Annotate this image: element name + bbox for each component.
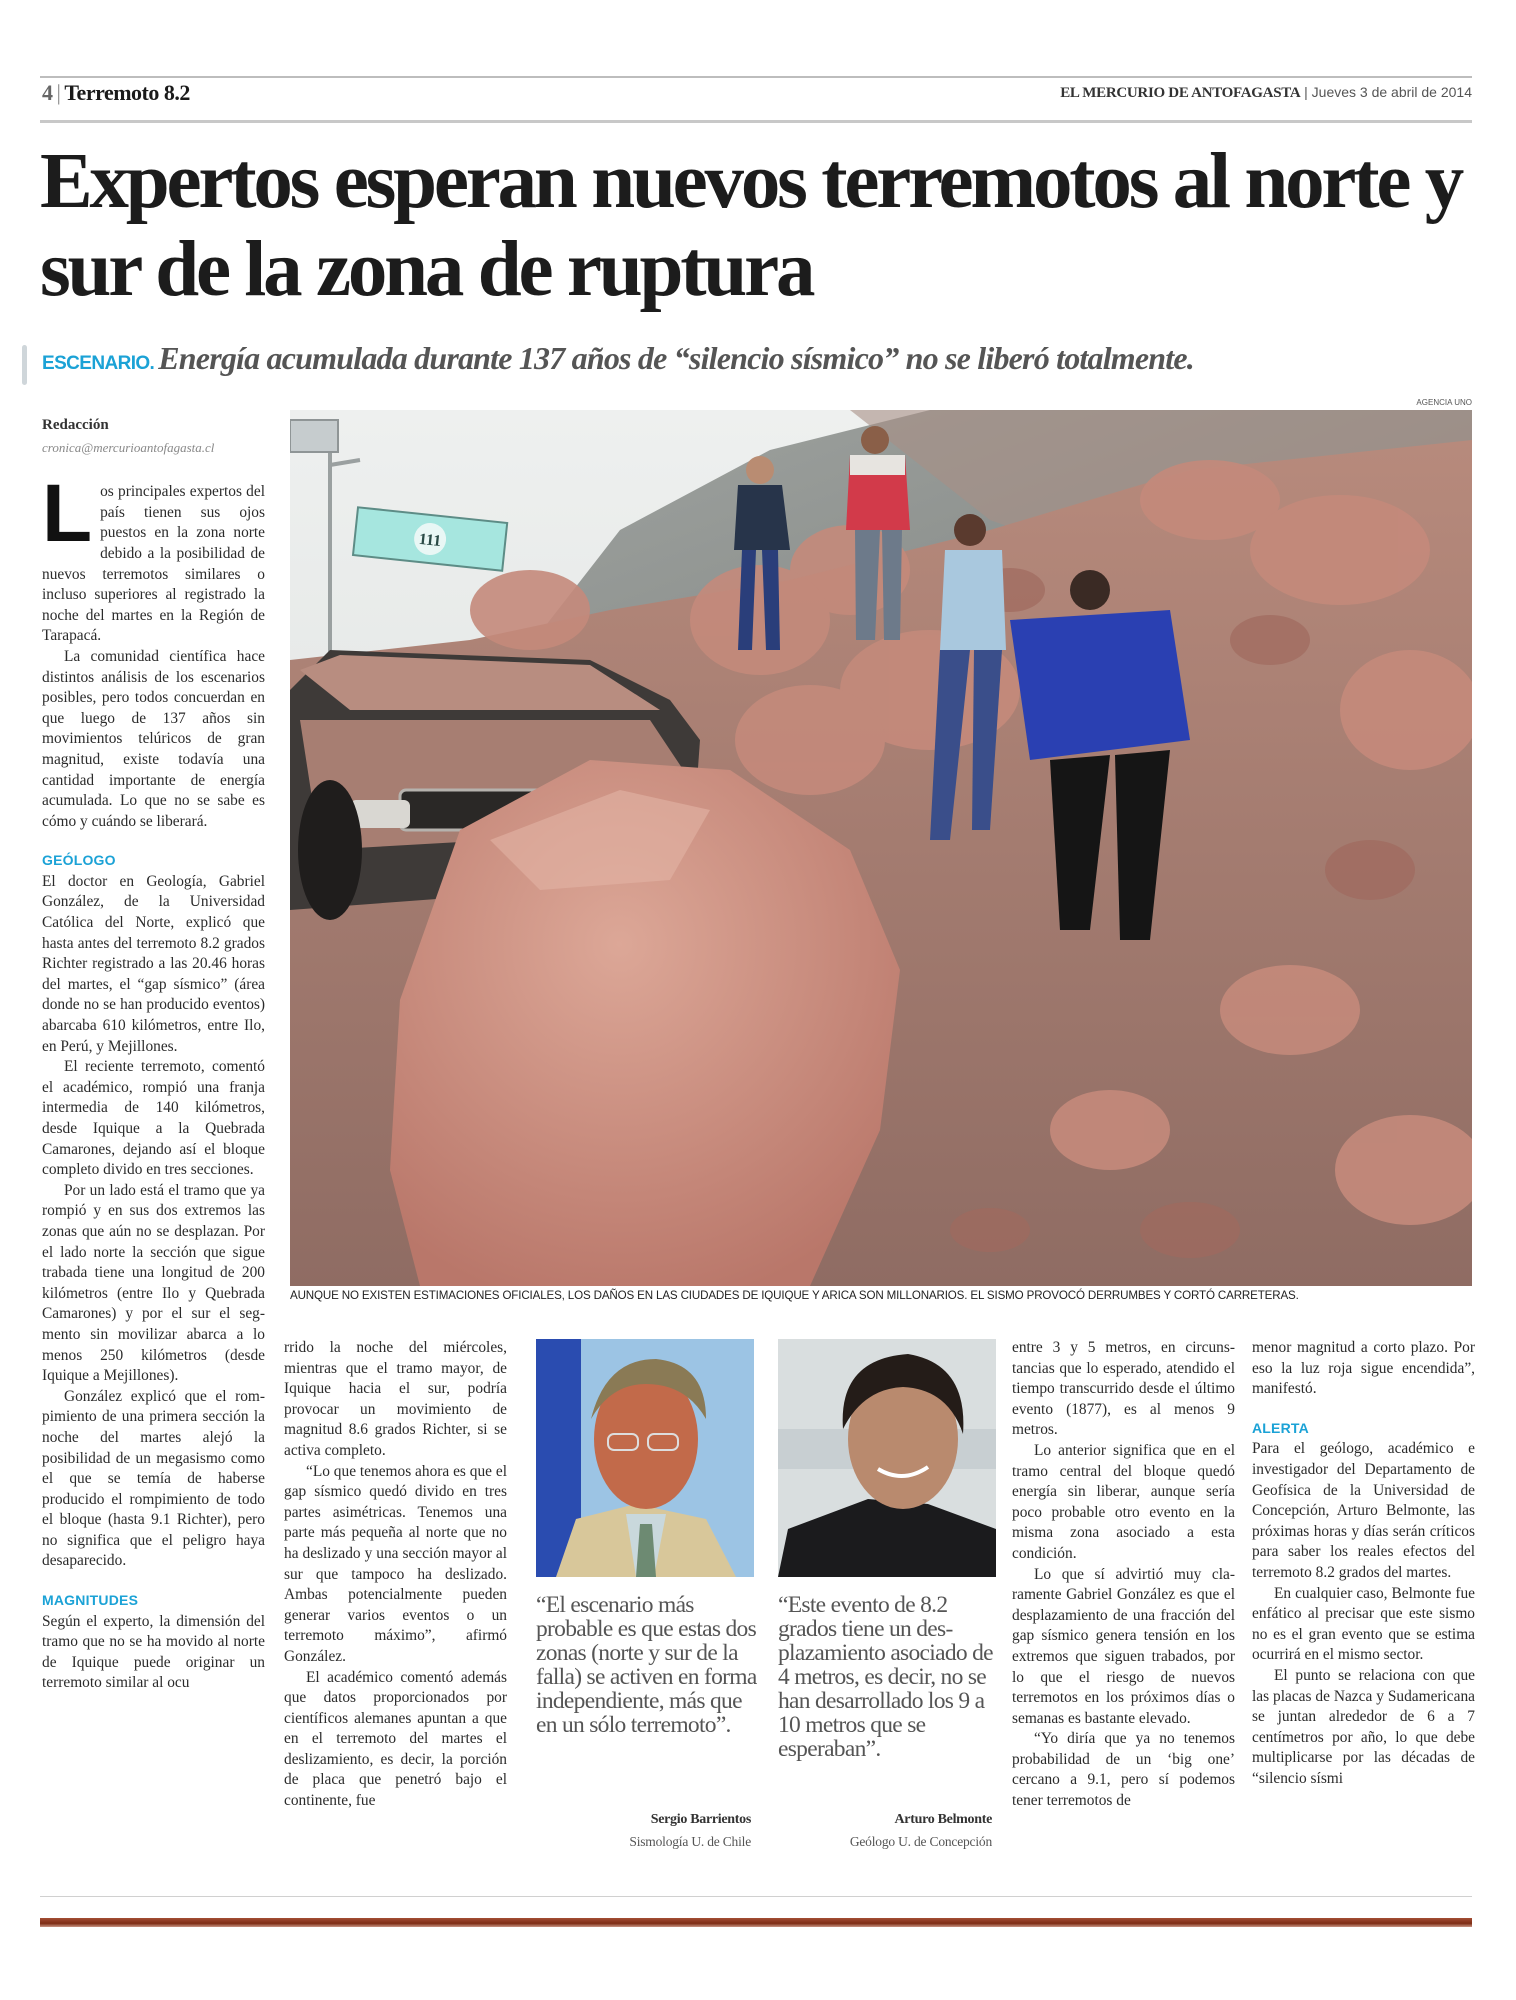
- article-column-1: [42, 415, 265, 1694]
- quote-2-name: Arturo Belmonte: [894, 1812, 992, 1827]
- byline-author: Redacción: [42, 417, 109, 433]
- paragraph: Lo que sí advirtió muy claramente Gabriel González es que el desplazamiento de una fracción del gap sísmico genera tensión en los extremos que siguen trabados, por lo que el riesgo de nuevos terremotos en los próximos días o semanas es bastante elevado.: [1012, 1565, 1235, 1727]
- dropcap: L: [42, 468, 93, 560]
- landslide-scene-illustration: [290, 410, 1472, 1286]
- taxi-sign-number: 111: [418, 530, 442, 551]
- newspaper-name: EL MERCURIO DE ANTOFAGASTA: [1060, 85, 1301, 101]
- footer-rule: [40, 1896, 1472, 1897]
- paragraph: Lo anterior significa que en el tramo central del bloque quedó energía sin liberar, aunque sería poco probable otro evento en la misma zona asociado a esta condición.: [1012, 1441, 1235, 1562]
- newspaper-masthead: [1060, 84, 1472, 102]
- article-column-5: [1012, 1338, 1235, 1812]
- portrait-illustration: [778, 1339, 996, 1577]
- section-name: Terremoto 8.2: [64, 80, 190, 105]
- paragraph: González explicó que el rompimiento de una primera sección la noche del martes alejó la posibilidad de un megasismo como el que se temía de haberse producido el rompimiento de todo el bloque (hasta 9.1 Richter), pero no significa que el peligro haya desaparecido.: [42, 1387, 265, 1570]
- subhead-alerta: ALERTA: [1252, 1419, 1309, 1436]
- paragraph: Por un lado está el tramo que ya rompió y en sus dos extremos las zonas que aún no se desplazan. Por el lado norte la sección que sigue trabada tiene una longitud de 200 kilómetros (entre Ilo y Quebrada Camarones) y por el sur el segmento sin movilizar abarca a lo menos 250 kilómetros (desde Iquique a Mejillones).: [42, 1181, 265, 1385]
- paragraph: El doctor en Geología, Gabriel González, de la Universidad Católica del Norte, explicó que hasta antes del terremoto 8.2 grados Richter registrado a las 20.46 horas del martes, el “gap sísmico” (área donde no se han producido eventos) abarcaba 610 kilómetros, entre Ilo, en Perú, y Mejillones.: [42, 872, 265, 1055]
- section-folio: [42, 80, 190, 106]
- pull-quote-2: “Este evento de 8.2 grados tiene un desplazamiento asociado de 4 metros, es decir, no se han desarrollado los 9 a 10 metros que se esperaban”.: [778, 1592, 993, 1762]
- lead-paragraph: [42, 468, 265, 647]
- footer-color-bar: [40, 1918, 1472, 1927]
- page-number: 4: [42, 80, 53, 105]
- paragraph: menor magnitud a corto plazo. Por eso la luz roja sigue encendida”, manifestó.: [1252, 1339, 1475, 1398]
- portrait-illustration: [536, 1339, 754, 1577]
- main-photo: [290, 410, 1472, 1286]
- paragraph: El académico comentó además que datos proporcionados por científicos alemanes apuntan a que en el terremoto del martes el deslizamiento, es decir, la porción de placa que penetró bajo el continente, fue: [284, 1668, 507, 1810]
- quote-1-name: Sergio Barrientos: [650, 1812, 751, 1827]
- paragraph: La comunidad científica hace distintos análisis de los escenarios posibles, pero todos concuerdan en que luego de 137 años sin movimientos telúricos de gran magnitud, existe todavía una cantidad importante de energía acumulada. Lo que no se sabe es cómo y cuándo se liberará.: [42, 647, 265, 830]
- deck-side-bar: [22, 345, 27, 385]
- issue-date: Jueves 3 de abril de 2014: [1311, 84, 1472, 100]
- photo-credit: AGENCIA UNO: [1416, 398, 1472, 407]
- lead-text: os principales expertos del país tienen sus ojos puestos en la zona norte debido a la posibilidad de nuevos terremotos similares o incluso superiores al registrado la noche del martes en la Región de Tarapacá.: [42, 483, 265, 645]
- paragraph: Para el geólogo, académico e investigador del Departamento de Geofísica de la Universidad de Concepción, Arturo Belmonte, las próximas horas y días serán críticos para saber los reales efectos del terremoto 8.2 grados del martes.: [1252, 1440, 1475, 1581]
- article-column-6: [1252, 1338, 1475, 1789]
- paragraph: rrido la noche del miércoles, mientras que el tramo mayor, de Iquique hacia el sur, podría provocar un movimiento de magnitud 8.6 grados Richter, si se activa completo.: [284, 1339, 507, 1459]
- subhead-geologo: GEÓLOGO: [42, 852, 116, 869]
- date-separator: |: [1304, 84, 1312, 100]
- headline: Expertos esperan nuevos terremotos al norte y sur de la zona de ruptura: [40, 138, 1462, 313]
- byline-email[interactable]: cronica@mercurioantofagasta.cl: [42, 439, 215, 455]
- article-column-2: [284, 1338, 507, 1812]
- subhead-magnitudes: MAGNITUDES: [42, 1592, 139, 1609]
- portrait-sergio-barrientos: [536, 1339, 754, 1577]
- paragraph: El punto se relaciona con que las placas de Nazca y Sudamericana se juntan alrededor de 6 a 7 centímetros por año, lo que debe multiplicarse por las décadas de “silencio sísmi: [1252, 1666, 1475, 1787]
- paragraph: “Yo diría que ya no tenemos probabilidad de un ‘big one’ cercano a 9.1, pero sí podemos tener terremotos de: [1012, 1730, 1235, 1810]
- paragraph: entre 3 y 5 metros, en circunstancias que lo esperado, atendido el tiempo transcurrido desde el último evento (1877), es al menos 9 metros.: [1012, 1339, 1235, 1439]
- header-bottom-rule: [40, 120, 1472, 123]
- deck-text: Energía acumulada durante 137 años de “silencio sísmico” no se liberó totalmente.: [158, 340, 1194, 376]
- paragraph: El reciente terremoto, comentó el académico, rompió una franja intermedia de 140 kilómetros, desde Iquique a la Quebrada Camarones, dejando así el bloque completo divido en tres secciones.: [42, 1058, 265, 1179]
- paragraph: En cualquier caso, Belmonte fue enfático al precisar que este sismo no es el gran evento que se estima ocurrirá en el mismo sector.: [1252, 1584, 1475, 1664]
- folio-separator: |: [56, 80, 61, 105]
- pull-quote-1: “El escenario más probable es que estas dos zonas (norte y sur de la falla) se activen en forma independiente, más que en un sólo terremoto”.: [536, 1592, 757, 1738]
- quote-1-role: Sismología U. de Chile: [629, 1834, 751, 1849]
- paragraph: “Lo que tenemos ahora es que el gap sísmico quedó divido en tres partes asimétricas. Tenemos una parte más pequeña al norte que no ha deslizado y una sección mayor al sur que tampoco ha deslizado. Ambas potencialmente pueden generar varios eventos o un terremoto máximo”, afirmó González.: [284, 1462, 507, 1665]
- quote-2-role: Geólogo U. de Concepción: [849, 1834, 992, 1849]
- deck-kicker: ESCENARIO.: [42, 353, 155, 374]
- portrait-arturo-belmonte: [778, 1339, 996, 1577]
- deck: [42, 340, 1194, 377]
- photo-caption: AUNQUE NO EXISTEN ESTIMACIONES OFICIALES, LOS DAÑOS EN LAS CIUDADES DE IQUIQUE Y ARICA SON MILLONARIOS. EL SISMO PROVOCÓ DERRUMBES Y CORTÓ CARRETERAS.: [290, 1289, 1299, 1302]
- paragraph: Según el experto, la dimensión del tramo que no se ha movido al norte de Iquique puede originar un terremoto similar al ocu: [42, 1612, 265, 1692]
- header-top-rule: [40, 76, 1472, 78]
